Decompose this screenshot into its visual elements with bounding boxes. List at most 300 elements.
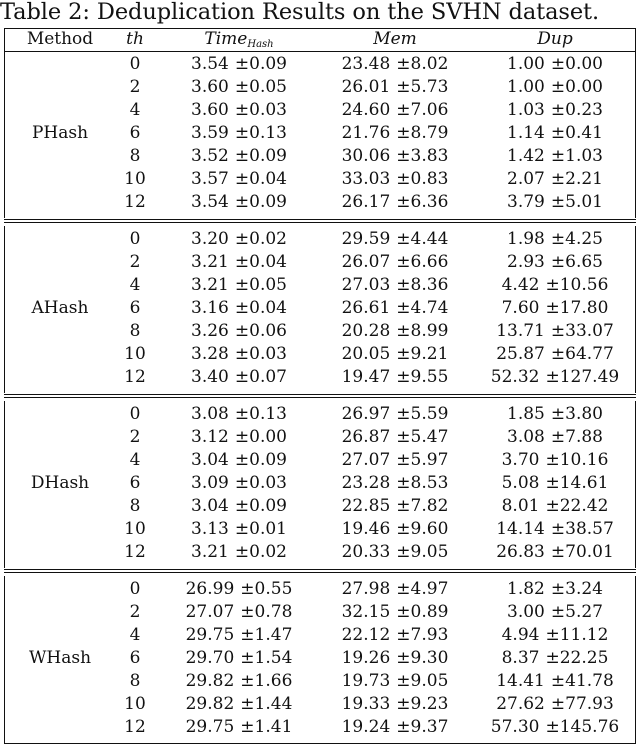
value-mem: 26.87 xyxy=(341,427,391,447)
value-mem: 29.59 xyxy=(341,229,391,249)
pm-sign: ± xyxy=(550,252,566,272)
cell-mem xyxy=(320,403,470,426)
cell-time xyxy=(164,518,314,541)
pm-sign: ± xyxy=(545,648,560,668)
value-time: 3.28 xyxy=(191,344,229,364)
sd-time: 0.00 xyxy=(249,427,287,447)
table-row xyxy=(4,53,636,76)
value-dup: 2.93 xyxy=(507,252,545,272)
sd-dup: 22.25 xyxy=(559,648,609,668)
sd-dup: 10.16 xyxy=(559,450,609,470)
pm-sign: ± xyxy=(550,100,566,120)
sd-mem: 5.73 xyxy=(410,77,449,97)
value-time: 29.82 xyxy=(185,694,235,714)
sd-time: 0.07 xyxy=(249,367,287,387)
sd-dup: 14.61 xyxy=(559,473,609,493)
value-dup: 57.30 xyxy=(490,717,540,737)
cell-time xyxy=(164,472,314,495)
cell-time xyxy=(164,53,314,76)
table-row xyxy=(4,251,636,274)
pm-sign: ± xyxy=(396,579,411,599)
value-dup: 8.01 xyxy=(501,496,540,516)
value-mem: 26.01 xyxy=(341,77,391,97)
cell-dup xyxy=(474,297,636,320)
value-time: 3.52 xyxy=(191,146,229,166)
value-mem: 26.61 xyxy=(341,298,391,318)
value-mem: 22.85 xyxy=(341,496,391,516)
table-row xyxy=(4,403,636,426)
sd-mem: 4.97 xyxy=(410,579,449,599)
value-mem: 20.33 xyxy=(341,542,391,562)
value-dup: 4.42 xyxy=(501,275,540,295)
pm-sign: ± xyxy=(550,54,566,74)
pm-sign: ± xyxy=(396,602,411,622)
value-dup: 1.98 xyxy=(507,229,545,249)
cell-th: 10 xyxy=(124,694,146,714)
value-time: 3.20 xyxy=(191,229,229,249)
sd-time: 0.02 xyxy=(249,229,287,249)
value-mem: 19.46 xyxy=(341,519,391,539)
sd-mem: 9.60 xyxy=(410,519,449,539)
sd-time: 0.09 xyxy=(249,146,287,166)
cell-time xyxy=(164,670,314,693)
value-mem: 26.07 xyxy=(341,252,391,272)
header-time xyxy=(164,28,314,51)
sd-mem: 8.99 xyxy=(410,321,449,341)
sd-mem: 8.02 xyxy=(410,54,449,74)
cell-mem xyxy=(320,716,470,739)
sd-mem: 5.59 xyxy=(410,404,449,424)
cell-time xyxy=(164,578,314,601)
cell-mem xyxy=(320,228,470,251)
cell-th: 12 xyxy=(124,367,146,387)
cell-th: 10 xyxy=(124,169,146,189)
sd-dup: 145.76 xyxy=(559,717,620,737)
cell-th: 8 xyxy=(129,496,141,516)
pm-sign: ± xyxy=(234,404,250,424)
sd-time: 1.54 xyxy=(254,648,293,668)
value-mem: 24.60 xyxy=(341,100,391,120)
sd-time: 0.03 xyxy=(249,100,287,120)
cell-mem xyxy=(320,251,470,274)
cell-dup xyxy=(474,472,636,495)
sd-time: 0.78 xyxy=(254,602,293,622)
sd-time: 0.06 xyxy=(249,321,287,341)
pm-sign: ± xyxy=(396,717,411,737)
pm-sign: ± xyxy=(240,717,255,737)
value-mem: 26.97 xyxy=(341,404,391,424)
value-mem: 33.03 xyxy=(341,169,391,189)
sd-dup: 5.01 xyxy=(565,192,603,212)
value-time: 3.54 xyxy=(191,192,229,212)
pm-sign: ± xyxy=(234,344,250,364)
cell-mem xyxy=(320,693,470,716)
value-dup: 1.82 xyxy=(507,579,545,599)
sd-dup: 0.23 xyxy=(565,100,603,120)
value-time: 26.99 xyxy=(185,579,235,599)
table-row xyxy=(4,274,636,297)
value-dup: 1.00 xyxy=(507,77,545,97)
pm-sign: ± xyxy=(550,519,566,539)
value-time: 3.21 xyxy=(191,252,229,272)
pm-sign: ± xyxy=(396,625,411,645)
pm-sign: ± xyxy=(234,146,250,166)
value-dup: 14.41 xyxy=(496,671,545,691)
pm-sign: ± xyxy=(240,579,255,599)
pm-sign: ± xyxy=(240,602,255,622)
sd-time: 0.13 xyxy=(249,404,287,424)
sd-dup: 2.21 xyxy=(565,169,603,189)
value-dup: 1.00 xyxy=(507,54,545,74)
cell-dup xyxy=(474,122,636,145)
sd-dup: 22.42 xyxy=(559,496,609,516)
group-separator-rule xyxy=(4,219,636,220)
cell-th: 4 xyxy=(129,625,141,645)
table-row xyxy=(4,670,636,693)
pm-sign: ± xyxy=(545,298,560,318)
cell-time xyxy=(164,403,314,426)
sd-time: 0.09 xyxy=(249,450,287,470)
value-time: 3.13 xyxy=(191,519,229,539)
sd-time: 0.09 xyxy=(249,54,287,74)
cell-mem xyxy=(320,343,470,366)
sd-mem: 9.37 xyxy=(410,717,449,737)
cell-mem xyxy=(320,274,470,297)
value-time: 27.07 xyxy=(185,602,235,622)
cell-th: 10 xyxy=(124,344,146,364)
value-mem: 27.98 xyxy=(341,579,391,599)
header-mem: Mem xyxy=(373,29,417,49)
cell-time xyxy=(164,274,314,297)
sd-mem: 5.97 xyxy=(410,450,449,470)
cell-time xyxy=(164,122,314,145)
pm-sign: ± xyxy=(550,229,566,249)
header-th: th xyxy=(126,29,144,49)
sd-mem: 4.74 xyxy=(410,298,449,318)
table-row xyxy=(4,541,636,564)
pm-sign: ± xyxy=(545,275,560,295)
value-time: 3.40 xyxy=(191,367,229,387)
pm-sign: ± xyxy=(550,579,566,599)
pm-sign: ± xyxy=(396,100,411,120)
cell-time xyxy=(164,601,314,624)
table-row xyxy=(4,366,636,389)
value-time: 3.21 xyxy=(191,542,229,562)
pm-sign: ± xyxy=(545,473,560,493)
table-row xyxy=(4,601,636,624)
table-row xyxy=(4,624,636,647)
table-row xyxy=(4,343,636,366)
cell-dup xyxy=(474,228,636,251)
pm-sign: ± xyxy=(396,192,411,212)
value-dup: 1.42 xyxy=(507,146,545,166)
pm-sign: ± xyxy=(396,54,411,74)
pm-sign: ± xyxy=(396,496,411,516)
value-time: 3.57 xyxy=(191,169,229,189)
sd-time: 0.03 xyxy=(249,473,287,493)
pm-sign: ± xyxy=(550,671,566,691)
pm-sign: ± xyxy=(396,275,411,295)
cell-th: 2 xyxy=(129,77,141,97)
cell-th: 4 xyxy=(129,275,141,295)
cell-th: 0 xyxy=(129,54,141,74)
sd-mem: 7.06 xyxy=(410,100,449,120)
value-time: 3.04 xyxy=(191,496,229,516)
cell-th: 8 xyxy=(129,671,141,691)
cell-th: 2 xyxy=(129,252,141,272)
pm-sign: ± xyxy=(396,298,411,318)
table-row xyxy=(4,99,636,122)
sd-dup: 38.57 xyxy=(565,519,614,539)
sd-mem: 6.66 xyxy=(410,252,449,272)
value-mem: 27.07 xyxy=(341,450,391,470)
sd-time: 0.01 xyxy=(249,519,287,539)
table-row xyxy=(4,191,636,214)
sd-time: 0.55 xyxy=(254,579,293,599)
sd-mem: 4.44 xyxy=(410,229,449,249)
cell-time xyxy=(164,228,314,251)
pm-sign: ± xyxy=(396,542,411,562)
group-separator-rule xyxy=(4,394,636,395)
value-mem: 19.24 xyxy=(341,717,391,737)
value-dup: 14.14 xyxy=(496,519,545,539)
pm-sign: ± xyxy=(234,321,250,341)
cell-mem xyxy=(320,647,470,670)
value-time: 3.08 xyxy=(191,404,229,424)
value-time: 3.54 xyxy=(191,54,229,74)
sd-time: 0.09 xyxy=(249,192,287,212)
sd-dup: 6.65 xyxy=(565,252,603,272)
cell-time xyxy=(164,99,314,122)
pm-sign: ± xyxy=(234,298,250,318)
pm-sign: ± xyxy=(396,519,411,539)
cell-mem xyxy=(320,449,470,472)
pm-sign: ± xyxy=(550,169,566,189)
pm-sign: ± xyxy=(240,671,255,691)
table-row xyxy=(4,122,636,145)
cell-dup xyxy=(474,191,636,214)
pm-sign: ± xyxy=(234,367,250,387)
value-time: 3.21 xyxy=(191,275,229,295)
value-dup: 5.08 xyxy=(501,473,540,493)
cell-mem xyxy=(320,472,470,495)
cell-dup xyxy=(474,449,636,472)
table-row xyxy=(4,297,636,320)
method-label: WHash xyxy=(28,648,92,668)
table-row xyxy=(4,716,636,739)
sd-dup: 64.77 xyxy=(565,344,614,364)
value-mem: 30.06 xyxy=(341,146,391,166)
pm-sign: ± xyxy=(240,694,255,714)
group-separator-rule xyxy=(4,222,636,223)
value-time: 3.60 xyxy=(191,100,229,120)
value-dup: 4.94 xyxy=(501,625,540,645)
pm-sign: ± xyxy=(234,192,250,212)
pm-sign: ± xyxy=(234,169,250,189)
sd-dup: 0.00 xyxy=(565,54,603,74)
table-row xyxy=(4,495,636,518)
value-dup: 25.87 xyxy=(496,344,545,364)
pm-sign: ± xyxy=(545,717,560,737)
pm-sign: ± xyxy=(234,275,250,295)
cell-th: 2 xyxy=(129,602,141,622)
cell-mem xyxy=(320,145,470,168)
value-mem: 27.03 xyxy=(341,275,391,295)
cell-time xyxy=(164,693,314,716)
sd-dup: 77.93 xyxy=(565,694,614,714)
cell-mem xyxy=(320,191,470,214)
value-dup: 3.08 xyxy=(507,427,545,447)
value-dup: 3.70 xyxy=(501,450,540,470)
sd-mem: 9.05 xyxy=(410,671,449,691)
header-time-subscript: Hash xyxy=(247,39,274,50)
value-mem: 21.76 xyxy=(341,123,391,143)
value-mem: 20.05 xyxy=(341,344,391,364)
sd-mem: 9.05 xyxy=(410,542,449,562)
value-mem: 19.73 xyxy=(341,671,391,691)
sd-dup: 4.25 xyxy=(565,229,603,249)
value-dup: 13.71 xyxy=(496,321,545,341)
value-dup: 1.85 xyxy=(507,404,545,424)
pm-sign: ± xyxy=(396,367,411,387)
value-mem: 23.28 xyxy=(341,473,391,493)
cell-time xyxy=(164,541,314,564)
pm-sign: ± xyxy=(396,671,411,691)
cell-mem xyxy=(320,76,470,99)
sd-time: 0.05 xyxy=(249,275,287,295)
cell-mem xyxy=(320,670,470,693)
value-time: 3.04 xyxy=(191,450,229,470)
pm-sign: ± xyxy=(396,344,411,364)
value-mem: 20.28 xyxy=(341,321,391,341)
pm-sign: ± xyxy=(550,77,566,97)
pm-sign: ± xyxy=(396,146,411,166)
table-row xyxy=(4,320,636,343)
sd-time: 1.66 xyxy=(254,671,293,691)
cell-mem xyxy=(320,53,470,76)
cell-th: 4 xyxy=(129,450,141,470)
cell-time xyxy=(164,647,314,670)
value-mem: 19.47 xyxy=(341,367,391,387)
sd-dup: 7.88 xyxy=(565,427,603,447)
sd-dup: 5.27 xyxy=(565,602,603,622)
value-mem: 32.15 xyxy=(341,602,391,622)
pm-sign: ± xyxy=(550,192,566,212)
cell-dup xyxy=(474,541,636,564)
method-label: DHash xyxy=(30,473,90,493)
pm-sign: ± xyxy=(396,450,411,470)
cell-dup xyxy=(474,495,636,518)
header-right-border xyxy=(635,28,636,51)
cell-time xyxy=(164,366,314,389)
cell-time xyxy=(164,76,314,99)
cell-time xyxy=(164,297,314,320)
cell-mem xyxy=(320,366,470,389)
value-time: 3.12 xyxy=(191,427,229,447)
cell-th: 6 xyxy=(129,648,141,668)
value-mem: 23.48 xyxy=(341,54,391,74)
cell-th: 2 xyxy=(129,427,141,447)
cell-mem xyxy=(320,578,470,601)
pm-sign: ± xyxy=(396,648,411,668)
cell-th: 12 xyxy=(124,542,146,562)
value-time: 29.75 xyxy=(185,625,235,645)
cell-mem xyxy=(320,601,470,624)
table-caption: Table 2: Deduplication Results on the SVHN dataset. xyxy=(0,0,600,25)
pm-sign: ± xyxy=(396,169,411,189)
header-rule xyxy=(4,51,636,52)
cell-mem xyxy=(320,122,470,145)
sd-dup: 127.49 xyxy=(559,367,620,387)
header-dup: Dup xyxy=(537,29,573,49)
sd-time: 0.04 xyxy=(249,169,287,189)
cell-time xyxy=(164,168,314,191)
cell-dup xyxy=(474,518,636,541)
pm-sign: ± xyxy=(234,100,250,120)
sd-time: 1.44 xyxy=(254,694,293,714)
sd-time: 0.09 xyxy=(249,496,287,516)
cell-th: 4 xyxy=(129,100,141,120)
table-row xyxy=(4,426,636,449)
sd-dup: 70.01 xyxy=(565,542,614,562)
sd-time: 0.03 xyxy=(249,344,287,364)
value-time: 29.82 xyxy=(185,671,235,691)
value-time: 29.70 xyxy=(185,648,235,668)
cell-th: 0 xyxy=(129,579,141,599)
sd-time: 1.41 xyxy=(254,717,293,737)
cell-time xyxy=(164,449,314,472)
cell-dup xyxy=(474,670,636,693)
cell-time xyxy=(164,426,314,449)
pm-sign: ± xyxy=(396,123,411,143)
value-dup: 7.60 xyxy=(501,298,540,318)
pm-sign: ± xyxy=(396,427,411,447)
sd-dup: 10.56 xyxy=(559,275,609,295)
cell-th: 12 xyxy=(124,192,146,212)
pm-sign: ± xyxy=(234,54,250,74)
cell-mem xyxy=(320,168,470,191)
pm-sign: ± xyxy=(234,123,250,143)
cell-dup xyxy=(474,168,636,191)
sd-mem: 0.89 xyxy=(410,602,449,622)
sd-mem: 9.23 xyxy=(410,694,449,714)
sd-dup: 1.03 xyxy=(565,146,603,166)
value-dup: 1.14 xyxy=(507,123,545,143)
sd-time: 0.02 xyxy=(249,542,287,562)
table-row xyxy=(4,647,636,670)
cell-dup xyxy=(474,320,636,343)
value-time: 29.75 xyxy=(185,717,235,737)
group-separator-rule xyxy=(4,397,636,398)
table-row xyxy=(4,472,636,495)
pm-sign: ± xyxy=(234,519,250,539)
cell-dup xyxy=(474,647,636,670)
cell-mem xyxy=(320,518,470,541)
value-time: 3.16 xyxy=(191,298,229,318)
cell-dup xyxy=(474,426,636,449)
pm-sign: ± xyxy=(550,602,566,622)
pm-sign: ± xyxy=(545,367,560,387)
pm-sign: ± xyxy=(396,252,411,272)
sd-time: 1.47 xyxy=(254,625,293,645)
value-time: 3.59 xyxy=(191,123,229,143)
sd-dup: 33.07 xyxy=(565,321,614,341)
sd-mem: 7.82 xyxy=(410,496,449,516)
cell-time xyxy=(164,343,314,366)
value-time: 3.26 xyxy=(191,321,229,341)
sd-time: 0.04 xyxy=(249,252,287,272)
pm-sign: ± xyxy=(550,404,566,424)
